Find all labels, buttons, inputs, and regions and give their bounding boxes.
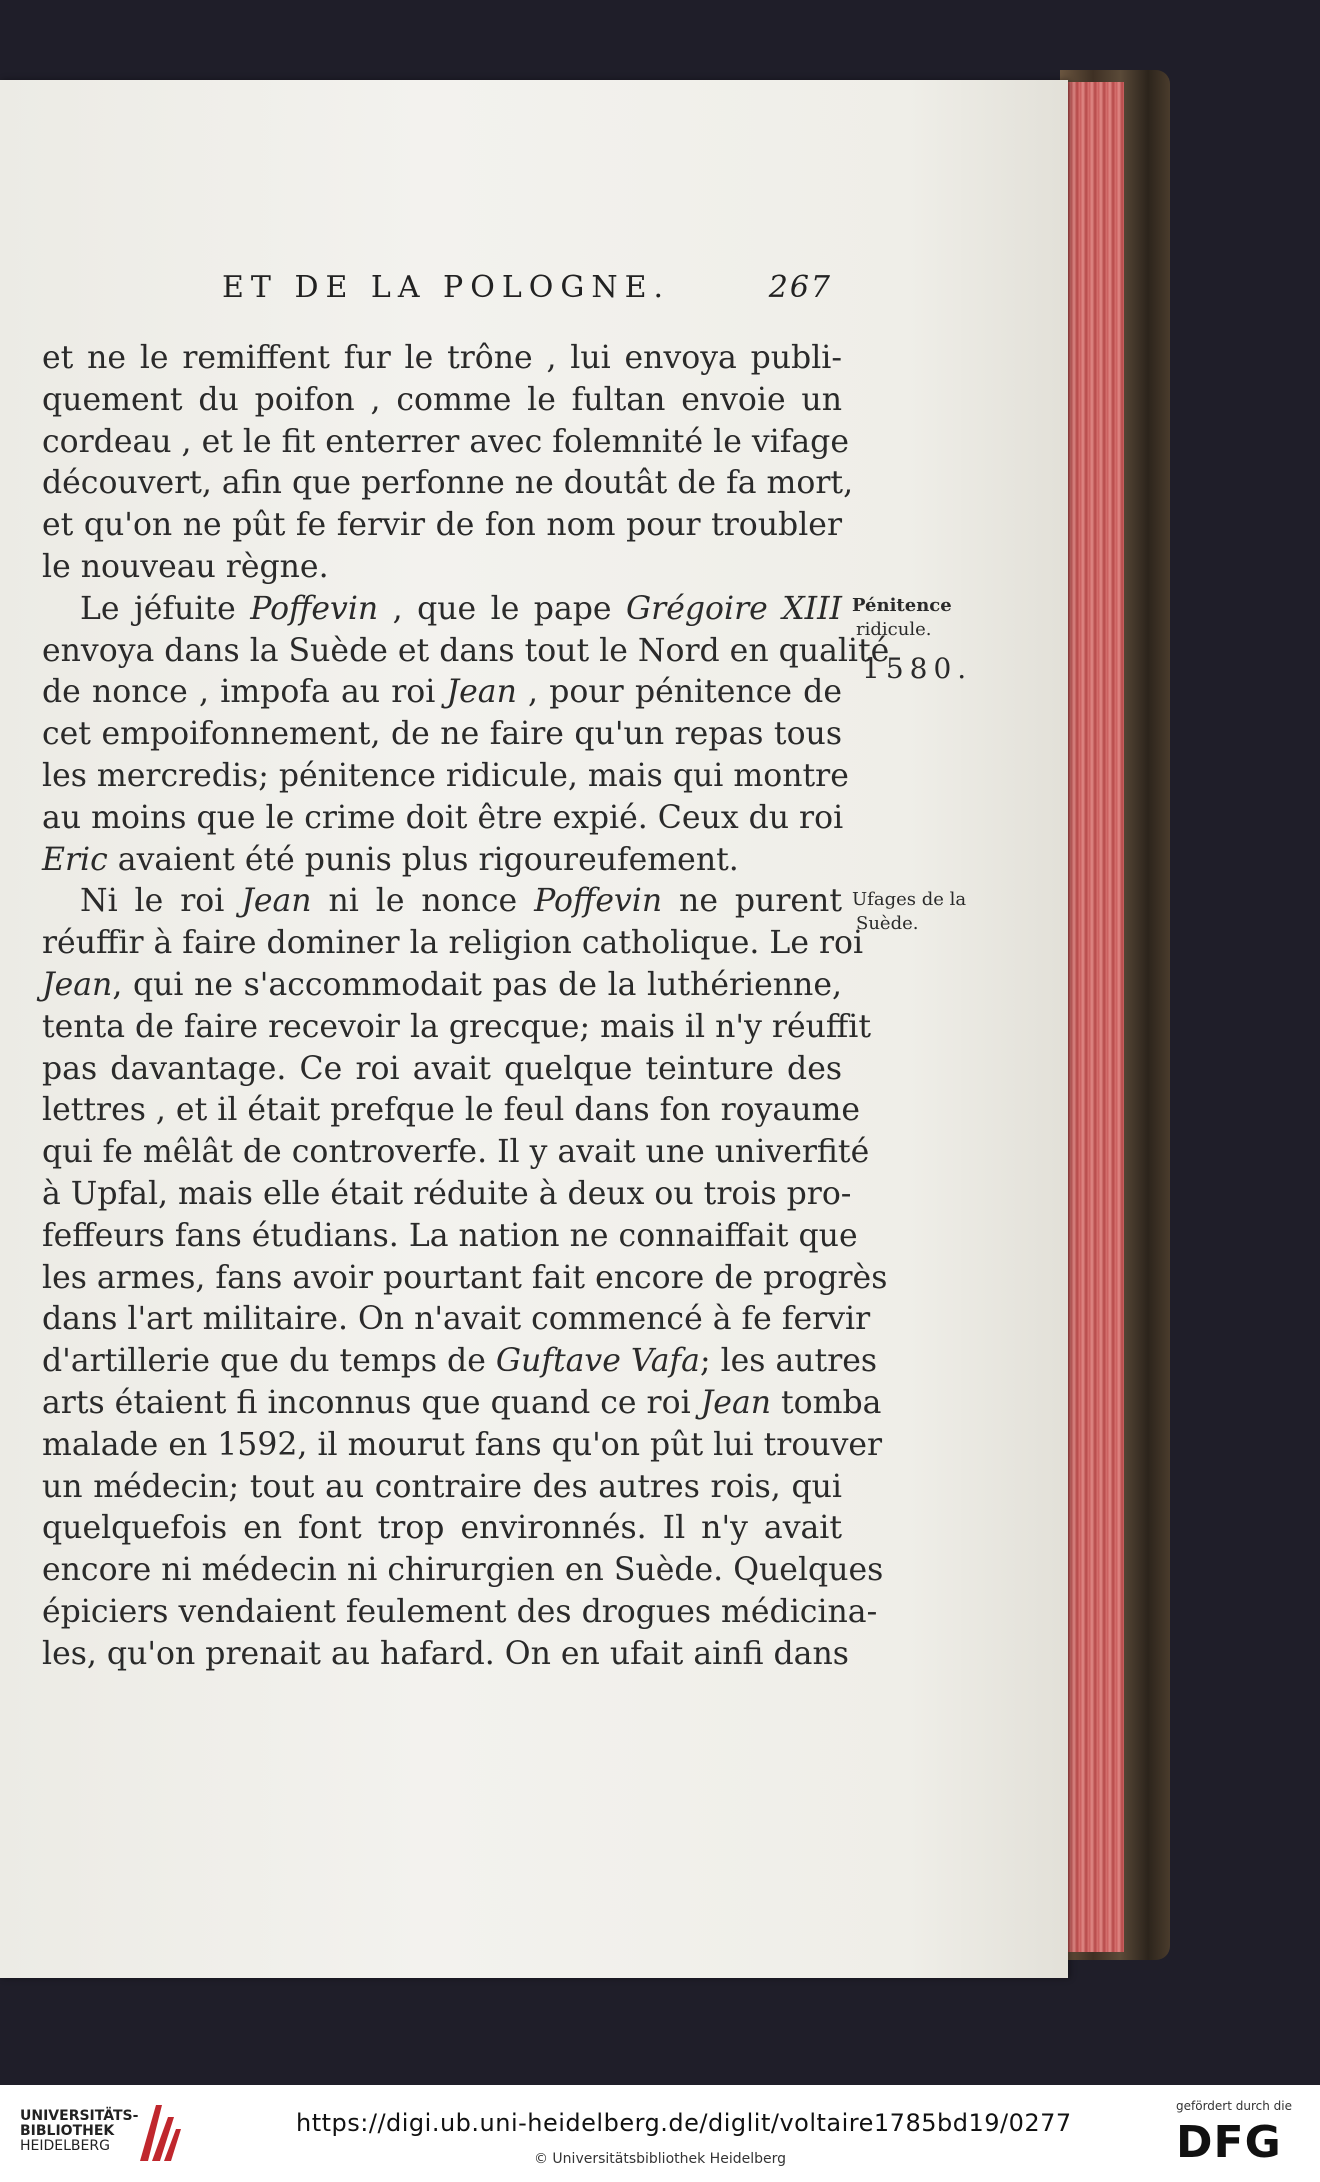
text-segment: pas davantage. Ce roi avait quelque teinture des <box>42 1050 842 1087</box>
text-line <box>42 505 842 547</box>
dfg-logo[interactable]: DFG <box>1176 2117 1282 2168</box>
text-line <box>42 338 842 380</box>
text-line <box>42 1299 871 1341</box>
text-segment: cet empoifonnement, de ne faire qu'un repas tous <box>42 716 842 753</box>
text-line <box>42 1467 842 1509</box>
text-segment: quelquefois en font trop environnés. Il n'y avait <box>42 1510 842 1547</box>
text-segment: Ni le roi <box>80 883 242 920</box>
text-segment: à Upfal, mais elle était réduite à deux ou trois pro- <box>42 1175 852 1212</box>
text-line <box>42 1341 878 1383</box>
text-line <box>42 1592 878 1634</box>
text-segment: au moins que le crime doit être expié. Ceux du roi <box>42 799 844 836</box>
text-segment: de nonce , impofa au roi <box>42 674 447 711</box>
text-segment: les, qu'on prenait au hafard. On en ufait ainfi dans <box>42 1635 849 1672</box>
text-segment: d'artillerie que du temps de <box>42 1343 496 1380</box>
library-name-line2: BIBLIOTHEK <box>20 2123 115 2139</box>
text-segment: tomba <box>771 1384 882 1421</box>
text-segment: ne purent <box>662 883 842 920</box>
text-line <box>42 463 854 505</box>
text-line <box>42 1258 888 1300</box>
library-name-line1: UNIVERSITÄTS- <box>20 2108 139 2124</box>
margin-note-usages-line2: Suède. <box>856 913 919 934</box>
text-line <box>42 1634 849 1676</box>
text-line <box>42 1090 861 1132</box>
text-segment: un médecin; tout au contraire des autres rois, qui <box>42 1468 842 1505</box>
text-segment: et qu'on ne pût fe fervir de fon nom pour troubler <box>42 507 842 544</box>
red-page-edges <box>1062 82 1124 1952</box>
text-line <box>42 881 842 923</box>
copyright-notice: © Universitätsbibliothek Heidelberg <box>533 2151 786 2167</box>
page-number: 267 <box>768 270 832 305</box>
text-line <box>42 422 849 464</box>
body-text <box>42 338 890 1676</box>
text-line <box>42 589 842 631</box>
text-segment: le nouveau règne. <box>42 548 329 585</box>
italic-name: Poffevin <box>534 883 663 920</box>
text-line <box>42 631 890 673</box>
text-line <box>42 1007 871 1049</box>
text-line <box>42 380 842 422</box>
margin-note-penitence <box>852 594 952 642</box>
text-segment: , que le pape <box>378 590 627 627</box>
text-line <box>42 923 864 965</box>
text-segment: , qui ne s'accommodait pas de la luthérienne, <box>112 966 842 1003</box>
text-line <box>42 1049 842 1091</box>
italic-name: Poffevin <box>250 590 379 627</box>
text-segment: les mercredis; pénitence ridicule, mais qui montre <box>42 757 849 794</box>
margin-note-penitence-line1: Pénitence <box>852 595 952 616</box>
margin-note-penitence-line2: ridicule. <box>856 619 932 640</box>
text-segment: qui fe mêlât de controverfe. Il y avait une univerfité <box>42 1134 870 1171</box>
italic-name: Jean <box>700 1384 772 1421</box>
text-line <box>42 547 842 589</box>
text-segment: malade en 1592, il mourut fans qu'on pût lui trouver <box>42 1426 883 1463</box>
text-segment: réuffir à faire dominer la religion catholique. Le roi <box>42 925 864 962</box>
text-line <box>42 798 842 840</box>
text-segment: Le jéfuite <box>80 590 251 627</box>
text-line <box>42 714 842 756</box>
italic-name: Jean <box>42 966 113 1003</box>
text-line <box>42 756 849 798</box>
text-segment: arts étaient fi inconnus que quand ce roi <box>42 1384 701 1421</box>
text-segment: les armes, fans avoir pourtant fait encore de progrès <box>42 1259 888 1296</box>
italic-name: Jean <box>241 883 312 920</box>
margin-year: 1580. <box>862 652 973 685</box>
italic-name: Grégoire XIII <box>626 590 842 627</box>
text-segment: ni le nonce <box>311 883 535 920</box>
text-segment: cordeau , et le fit enterrer avec folemnité le vifage <box>42 423 849 460</box>
text-segment: et ne le remiffent fur le trône , lui envoya publi- <box>42 340 842 376</box>
running-title: ET DE LA POLOGNE. <box>222 270 671 305</box>
funded-by-label: gefördert durch die <box>1176 2099 1292 2113</box>
text-line <box>42 840 842 882</box>
text-line <box>42 1508 842 1550</box>
text-line <box>42 1216 858 1258</box>
text-segment: épiciers vendaient feulement des drogues médicina- <box>42 1593 878 1630</box>
text-line <box>42 1383 882 1425</box>
margin-note-usages <box>852 888 966 936</box>
page-url-link[interactable]: https://digi.ub.uni-heidelberg.de/diglit/voltaire1785bd19/0277 <box>296 2109 1072 2137</box>
text-segment: ; les autres <box>699 1343 878 1380</box>
running-head <box>222 270 832 316</box>
margin-note-usages-line1: Ufages de la <box>852 889 967 910</box>
text-line <box>42 965 842 1007</box>
library-name[interactable] <box>20 2109 138 2154</box>
text-line <box>42 1550 884 1592</box>
text-segment: envoya dans la Suède et dans tout le Nord en qualité <box>42 632 890 669</box>
text-segment: dans l'art militaire. On n'avait commencé à fe fervir <box>42 1301 871 1338</box>
italic-name: Eric <box>42 841 108 878</box>
text-line <box>42 1425 883 1467</box>
text-segment: encore ni médecin ni chirurgien en Suède. Quelques <box>42 1552 884 1589</box>
text-segment: feffeurs fans étudians. La nation ne connaiffait que <box>42 1217 858 1254</box>
text-line <box>42 1174 852 1216</box>
text-segment: tenta de faire recevoir la grecque; mais il n'y réuffit <box>42 1008 871 1045</box>
text-segment: , pour pénitence de <box>516 674 842 711</box>
library-name-line3: HEIDELBERG <box>20 2138 110 2154</box>
text-line <box>42 1132 870 1174</box>
viewer-footer <box>0 2085 1320 2182</box>
text-segment: découvert, afin que perfonne ne doutât de fa mort, <box>42 465 854 502</box>
italic-name: Jean <box>446 674 517 711</box>
text-line <box>42 672 842 714</box>
text-segment: lettres , et il était prefque le feul dans fon royaume <box>42 1092 861 1129</box>
italic-name: Guftave Vafa <box>495 1343 700 1380</box>
text-segment: quement du poifon , comme le fultan envoie un <box>42 381 842 418</box>
text-segment: avaient été punis plus rigoureufement. <box>107 841 739 878</box>
